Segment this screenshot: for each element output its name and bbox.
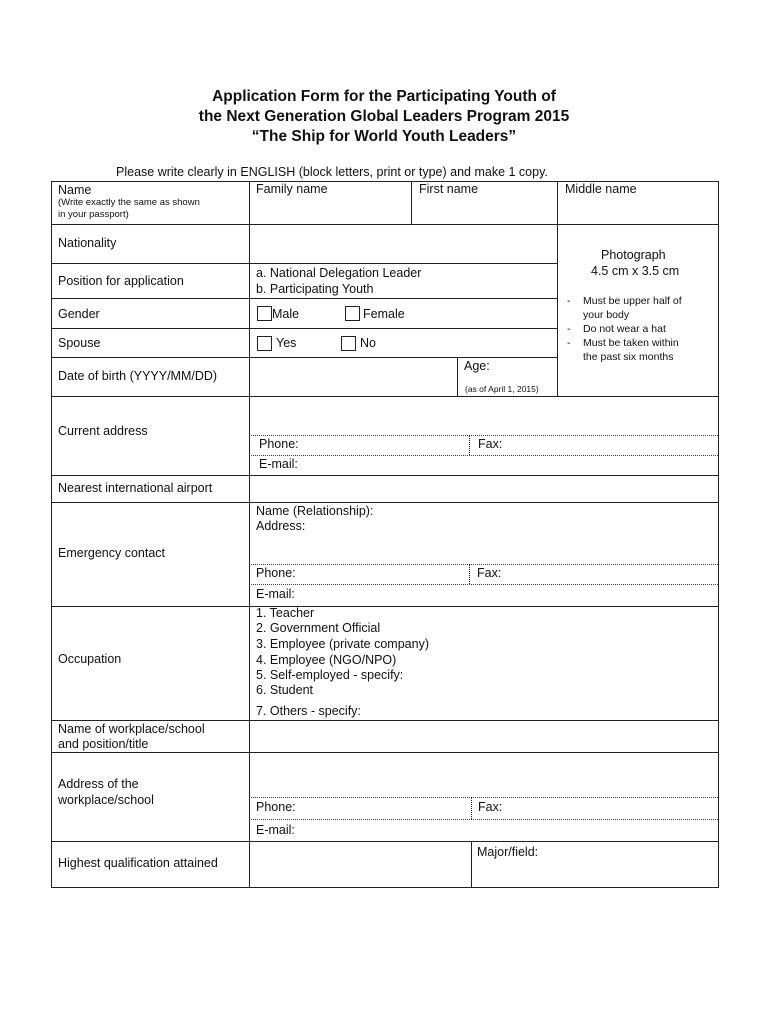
name-note-line1: (Write exactly the same as shown: [58, 197, 200, 208]
form-title-line2: the Next Generation Global Leaders Program 2015: [198, 108, 570, 125]
work-address-label-line2: workplace/school: [58, 793, 154, 807]
occupation-option[interactable]: 5. Self-employed - specify:: [256, 668, 404, 682]
spouse-no-label: No: [360, 336, 376, 350]
male-label: Male: [272, 307, 300, 321]
airport-label: Nearest international airport: [58, 481, 213, 495]
occupation-option[interactable]: 2. Government Official: [256, 621, 381, 635]
occupation-option[interactable]: 7. Others - specify:: [256, 704, 361, 718]
photo-rule-3: Must be taken within: [583, 337, 679, 349]
current-address-field[interactable]: [250, 397, 717, 434]
major-field[interactable]: Major/field:: [477, 845, 539, 859]
name-note-line2: in your passport): [58, 209, 129, 220]
position-label: Position for application: [58, 274, 184, 288]
address-fax-field[interactable]: Fax:: [478, 437, 503, 451]
age-label[interactable]: Age:: [464, 359, 490, 373]
emergency-phone-field[interactable]: Phone:: [256, 566, 296, 580]
photo-rule-1: Must be upper half of: [583, 295, 682, 307]
position-option-a[interactable]: a. National Delegation Leader: [256, 266, 422, 280]
occupation-option[interactable]: 1. Teacher: [256, 606, 315, 620]
dob-field[interactable]: [250, 358, 456, 395]
emergency-name-field[interactable]: Name (Relationship):: [256, 504, 374, 518]
emergency-fax-field[interactable]: Fax:: [477, 566, 502, 580]
female-checkbox[interactable]: [345, 306, 360, 321]
name-label: Name: [58, 183, 92, 197]
workplace-label-line1: Name of workplace/school: [58, 722, 205, 736]
work-phone-field[interactable]: Phone:: [256, 800, 296, 814]
occupation-label: Occupation: [58, 652, 122, 666]
occupation-option[interactable]: 6. Student: [256, 683, 313, 697]
emergency-address-field[interactable]: Address:: [256, 519, 306, 533]
work-email-field[interactable]: E-mail:: [256, 823, 295, 837]
workplace-field[interactable]: [250, 721, 717, 751]
female-label: Female: [363, 307, 405, 321]
spouse-no-checkbox[interactable]: [341, 336, 356, 351]
male-checkbox[interactable]: [257, 306, 272, 321]
spouse-yes-label: Yes: [276, 336, 297, 350]
family-name-field[interactable]: Family name: [256, 182, 328, 196]
form-title-line1: Application Form for the Participating Youth of: [212, 88, 556, 105]
spouse-yes-checkbox[interactable]: [257, 336, 272, 351]
work-fax-field[interactable]: Fax:: [478, 800, 503, 814]
occupation-option[interactable]: 3. Employee (private company): [256, 637, 429, 651]
current-address-label: Current address: [58, 424, 148, 438]
photo-size: 4.5 cm x 3.5 cm: [591, 264, 680, 278]
address-email-field[interactable]: E-mail:: [259, 457, 298, 471]
qualification-field[interactable]: [250, 842, 470, 886]
photo-rule-1b: your body: [583, 309, 630, 321]
work-address-field[interactable]: [250, 753, 717, 796]
nationality-field[interactable]: [250, 225, 556, 262]
emergency-email-field[interactable]: E-mail:: [256, 587, 295, 601]
airport-field[interactable]: [250, 476, 717, 501]
emergency-label: Emergency contact: [58, 546, 165, 560]
nationality-label: Nationality: [58, 236, 117, 250]
address-phone-field[interactable]: Phone:: [259, 437, 299, 451]
position-option-b[interactable]: b. Participating Youth: [256, 282, 374, 296]
photo-rule-3b: the past six months: [583, 351, 674, 363]
qualification-label: Highest qualification attained: [58, 856, 218, 870]
dob-label: Date of birth (YYYY/MM/DD): [58, 369, 218, 383]
workplace-label-line2: and position/title: [58, 737, 149, 751]
age-note: (as of April 1, 2015): [465, 384, 539, 394]
photo-title: Photograph: [601, 248, 666, 262]
instruction-text: Please write clearly in ENGLISH (block letters, print or type) and make 1 copy.: [116, 165, 548, 179]
photo-rule-2: Do not wear a hat: [583, 323, 666, 335]
work-address-label-line1: Address of the: [58, 777, 139, 791]
occupation-option[interactable]: 4. Employee (NGO/NPO): [256, 653, 397, 667]
gender-label: Gender: [58, 307, 100, 321]
first-name-field[interactable]: First name: [419, 182, 479, 196]
middle-name-field[interactable]: Middle name: [565, 182, 637, 196]
form-title-line3: “The Ship for World Youth Leaders”: [251, 128, 517, 145]
spouse-label: Spouse: [58, 336, 101, 350]
